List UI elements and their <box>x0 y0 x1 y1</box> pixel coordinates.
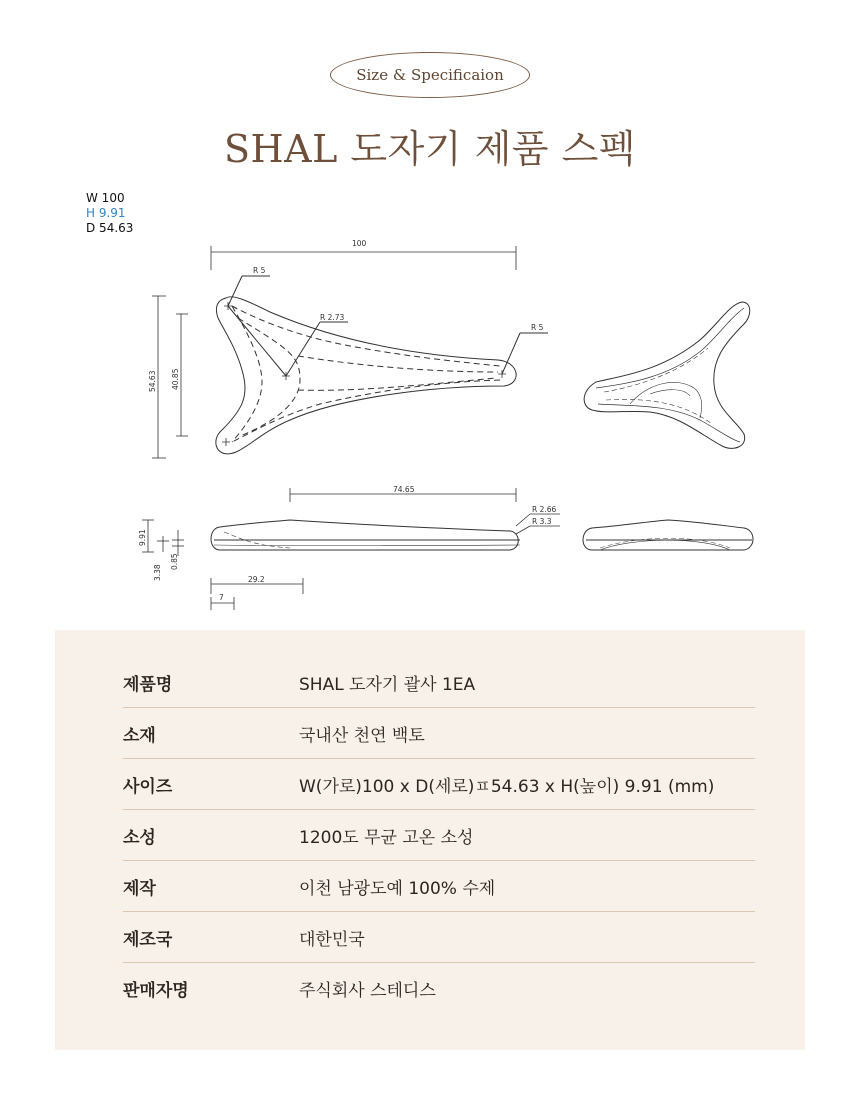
table-row <box>123 657 755 708</box>
dimension-width: W 100 <box>86 191 125 205</box>
table-row <box>123 810 755 861</box>
spec-label: 제품명 <box>123 657 299 708</box>
spec-value: W(가로)100 x D(세로)ㅍ54.63 x H(높이) 9.91 (mm) <box>299 759 755 810</box>
table-row <box>123 861 755 912</box>
spec-value: SHAL 도자기 괄사 1EA <box>299 657 755 708</box>
table-row <box>123 708 755 759</box>
top-view-inner-2 <box>238 318 498 436</box>
spec-label: 제조국 <box>123 912 299 963</box>
spec-label: 소재 <box>123 708 299 759</box>
spec-table <box>123 657 755 1013</box>
table-row <box>123 912 755 963</box>
table-row <box>123 963 755 1014</box>
spec-label: 사이즈 <box>123 759 299 810</box>
label-top-width: 100 <box>352 239 367 248</box>
top-view-outline <box>216 297 516 454</box>
table-row <box>123 759 755 810</box>
spec-value: 1200도 무균 고온 소성 <box>299 810 755 861</box>
spec-label: 판매자명 <box>123 980 189 1001</box>
label-r-side-1: R 2.66 <box>532 505 557 514</box>
label-height-2: 0.85 <box>170 553 179 570</box>
spec-panel <box>55 630 805 1050</box>
front-view <box>583 520 753 550</box>
side-view <box>211 520 520 550</box>
label-bottom-small: 7 <box>219 593 224 602</box>
label-height-1: 3.38 <box>153 564 162 581</box>
label-side-width: 74.65 <box>393 485 415 494</box>
label-depth-inner: 40.85 <box>171 368 180 390</box>
top-view-inner <box>232 306 500 442</box>
label-r-inner: R 2.73 <box>320 313 345 322</box>
top-view <box>216 276 548 454</box>
dimension-depth: D 54.63 <box>86 221 134 235</box>
page-title: SHAL 도자기 제품 스펙 <box>223 127 637 171</box>
label-bottom-width: 29.2 <box>248 575 265 584</box>
label-r-top-left: R 5 <box>253 266 266 275</box>
side-dimension <box>142 488 560 610</box>
label-height-total: 9.91 <box>138 529 147 546</box>
label-depth-outer: 54.63 <box>148 370 157 392</box>
spec-value: 대한민국 <box>299 912 755 963</box>
spec-label: 소성 <box>123 810 299 861</box>
top-dimension <box>152 246 516 458</box>
perspective-view <box>584 302 750 448</box>
dimension-height: H 9.91 <box>86 206 126 220</box>
spec-label: 제작 <box>123 861 299 912</box>
spec-value: 국내산 천연 백토 <box>299 708 755 759</box>
spec-value: 이천 남광도예 100% 수제 <box>299 861 755 912</box>
spec-value: 주식회사 스테디스 <box>299 980 436 1001</box>
label-r-side-2: R 3.3 <box>532 517 552 526</box>
label-r-right: R 5 <box>531 323 544 332</box>
section-badge-label: Size & Specificaion <box>356 66 504 84</box>
